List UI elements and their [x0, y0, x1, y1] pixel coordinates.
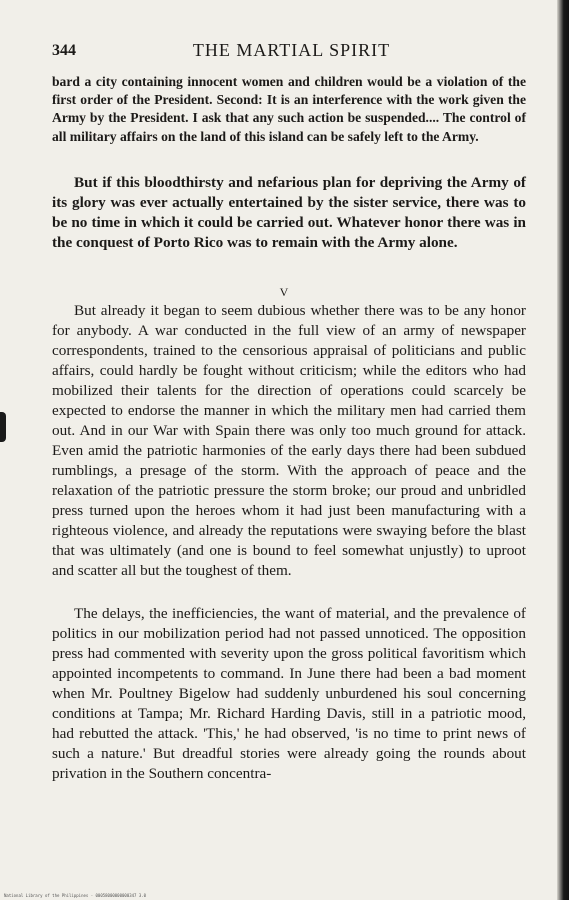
scan-footer-note: National Library of the Philippines · 00058000000000347 3.0: [4, 893, 147, 898]
paragraph-3: The delays, the inefficiencies, the want of material, and the prevalence of politics in our mobilization period had not passed unnoticed. The opposition press had commented with severity upon the gross political favoritism which appointed incompetents to command. In June there had been a bad moment when Mr. Poultney Bigelow had suddenly unburdened his soul concerning conditions at Tampa; Mr. Richard Harding Davis, still in a patriotic mood, had rebutted the attack. 'This,' he had observed, 'is no time to print news of such a nature.' But dreadful stories were already going the rounds about privation in the Southern concentra-: [52, 605, 526, 782]
running-title: THE MARTIAL SPIRIT: [192, 40, 391, 60]
paragraph-2: But already it began to seem dubious whether there was to be any honor for anybody. A war conducted in the full view of an army of newspaper correspondents, trained to the censorious appraisal of politicians and public affairs, could hardly be fought without criticism; while the editors who had mobilized their talents for the direction of operations could scarcely be expected to endorse the manner in which the military men had carried them out. And in our War with Spain there was only too much ground for attack. Even amid the patriotic harmonies of the early days there had been subdued rumblings, a presage of the storm. With the approach of peace and the relaxation of the patriotic pressure the storm broke; our proud and unbridled press turned upon the heroes whom it had just been manufacturing with a righteous violence, and already the reputations were swaying before the blast that was ultimately (and one is bound to feel somewhat unjustly) to uproot and scatter all but the toughest of them.: [52, 302, 526, 579]
scan-margin-mark: [0, 412, 6, 442]
page-number: 344: [52, 42, 76, 59]
block-quote: bard a city containing innocent women and children would be a violation of the first order of the President. Second: It is an interference with the work given the Army by the President. I ask that any such action be suspended.... The control of all military affairs on the land of this island can be safely left to the Army.: [52, 74, 526, 144]
page-header: [52, 40, 531, 64]
section-marker: V: [279, 285, 290, 299]
page-edge-shadow: [557, 0, 569, 900]
paragraph-1: But if this bloodthirsty and nefarious plan for depriving the Army of its glory was ever actually entertained by the sister service, there was to be no time in which it could be carried out. Whatever honor there was in the conquest of Porto Rico was to remain with the Army alone.: [52, 174, 526, 251]
